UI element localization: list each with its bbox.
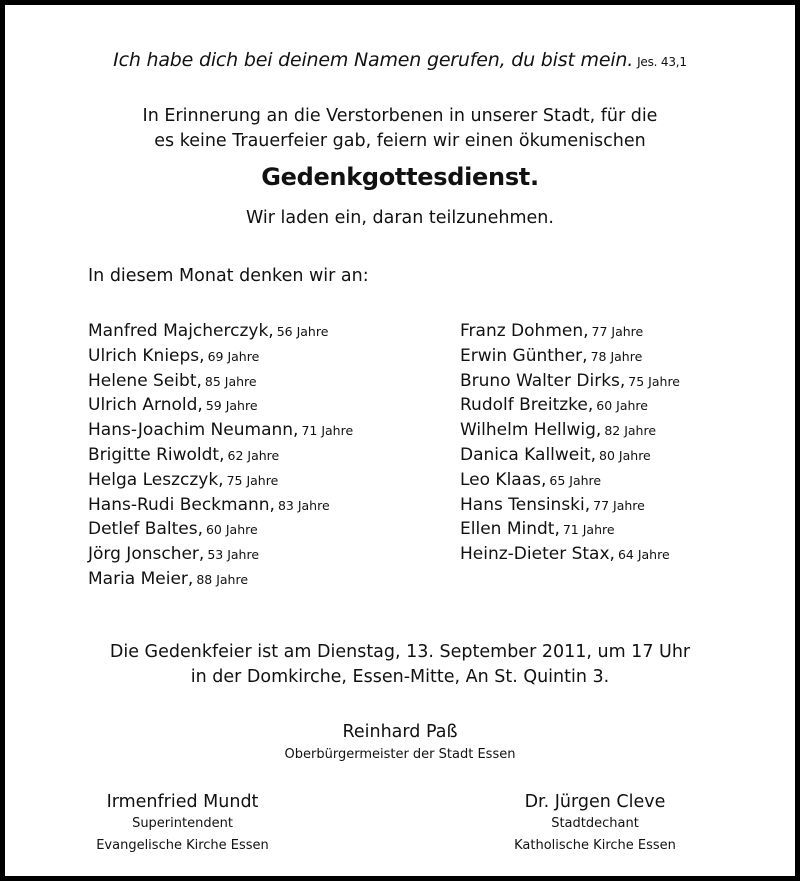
deceased-name: Brigitte Riwoldt, — [88, 444, 225, 465]
names-list-left — [88, 319, 353, 592]
deceased-name: Franz Dohmen, — [460, 321, 589, 341]
deceased-age: 60 Jahre — [205, 522, 258, 538]
signatory-role: Oberbürgermeister der Stadt Essen — [284, 747, 516, 762]
deceased-age: 64 Jahre — [617, 547, 670, 563]
signatory-name: Dr. Jürgen Cleve — [524, 792, 666, 812]
deceased-age: 53 Jahre — [207, 547, 260, 563]
deceased-name: Detlef Baltes, — [88, 519, 203, 540]
deceased-name: Leo Klaas, — [460, 469, 547, 490]
deceased-name: Helene Seibt, — [88, 370, 202, 391]
deceased-name: Ellen Mindt, — [460, 519, 560, 540]
signature-protestant — [80, 792, 285, 855]
service-heading: Gedenkgottesdienst. — [261, 163, 539, 191]
deceased-name: Hans-Rudi Beckmann, — [88, 494, 275, 515]
deceased-age: 78 Jahre — [590, 348, 643, 364]
deceased-name: Maria Meier, — [88, 568, 194, 589]
deceased-age: 71 Jahre — [562, 522, 615, 538]
deceased-name: Ulrich Arnold, — [88, 395, 203, 416]
deceased-entry — [460, 443, 680, 468]
deceased-entry — [460, 493, 680, 518]
deceased-age: 82 Jahre — [604, 423, 657, 439]
quote-reference: Jes. 43,1 — [637, 55, 687, 69]
ceremony-line-1: Die Gedenkfeier ist am Dienstag, 13. September 2011, um 17 Uhr — [109, 642, 691, 662]
deceased-entry — [460, 542, 680, 567]
signature-catholic — [490, 792, 700, 855]
deceased-name: Hans Tensinski, — [460, 494, 591, 515]
deceased-age: 59 Jahre — [205, 398, 258, 414]
deceased-entry — [88, 468, 353, 493]
deceased-entry — [460, 319, 680, 344]
deceased-entry — [88, 567, 353, 592]
deceased-age: 62 Jahre — [227, 447, 280, 463]
deceased-entry — [460, 468, 680, 493]
deceased-age: 77 Jahre — [591, 324, 644, 339]
deceased-name: Rudolf Breitzke, — [460, 395, 594, 416]
intro-text — [5, 104, 795, 154]
signature-mayor — [5, 722, 795, 765]
deceased-entry — [460, 369, 680, 394]
ceremony-line-2: in der Domkirche, Essen-Mitte, An St. Quintin 3. — [190, 667, 610, 687]
deceased-entry — [88, 369, 353, 394]
deceased-entry — [460, 418, 680, 443]
deceased-entry — [88, 344, 353, 369]
invitation-text: Wir laden ein, daran teilzunehmen. — [246, 208, 554, 228]
deceased-name: Manfred Majcherczyk, — [88, 321, 274, 341]
bible-quote — [5, 49, 795, 71]
deceased-age: 75 Jahre — [226, 472, 279, 488]
deceased-age: 85 Jahre — [204, 373, 257, 389]
deceased-age: 77 Jahre — [593, 497, 645, 513]
deceased-age: 75 Jahre — [628, 373, 680, 389]
deceased-entry — [88, 418, 353, 443]
deceased-entry — [88, 517, 353, 542]
signatory-organization: Evangelische Kirche Essen — [96, 837, 269, 853]
month-intro: In diesem Monat denken wir an: — [88, 266, 369, 286]
signatory-organization: Katholische Kirche Essen — [514, 837, 676, 853]
intro-line-2: es keine Trauerfeier gab, feiern wir einen ökumenischen — [154, 131, 646, 151]
deceased-entry — [88, 443, 353, 468]
deceased-name: Jörg Jonscher, — [88, 544, 205, 565]
signatory-title: Stadtdechant — [551, 816, 639, 831]
signatory-name: Reinhard Paß — [342, 722, 458, 742]
deceased-age: 60 Jahre — [596, 398, 648, 414]
deceased-name: Helga Leszczyk, — [88, 469, 224, 490]
deceased-age: 65 Jahre — [549, 472, 602, 488]
deceased-entry — [460, 393, 680, 418]
deceased-entry — [88, 319, 353, 344]
deceased-age: 71 Jahre — [301, 423, 354, 439]
deceased-age: 83 Jahre — [277, 497, 330, 513]
deceased-name: Wilhelm Hellwig, — [460, 420, 602, 441]
deceased-entry — [88, 542, 353, 567]
deceased-entry — [88, 393, 353, 418]
deceased-name: Erwin Günther, — [460, 345, 588, 366]
deceased-name: Danica Kallweit, — [460, 444, 597, 465]
ceremony-details — [5, 640, 795, 690]
deceased-age: 80 Jahre — [599, 447, 651, 463]
deceased-entry — [460, 517, 680, 542]
quote-text: Ich habe dich bei deinem Namen gerufen, du bist mein. — [113, 49, 634, 71]
deceased-entry — [460, 344, 680, 369]
deceased-age: 88 Jahre — [196, 571, 249, 587]
deceased-age: 69 Jahre — [207, 348, 260, 364]
deceased-name: Bruno Walter Dirks, — [460, 370, 626, 391]
deceased-entry — [88, 493, 353, 518]
signatory-name: Irmenfried Mundt — [106, 792, 259, 812]
intro-line-1: In Erinnerung an die Verstorbenen in unserer Stadt, für die — [142, 106, 658, 126]
deceased-name: Hans-Joachim Neumann, — [88, 420, 299, 441]
names-list-right — [460, 319, 680, 567]
deceased-name: Ulrich Knieps, — [88, 345, 205, 366]
deceased-age: 56 Jahre — [276, 324, 329, 339]
signatory-title: Superintendent — [132, 816, 233, 831]
deceased-name: Heinz-Dieter Stax, — [460, 544, 615, 565]
